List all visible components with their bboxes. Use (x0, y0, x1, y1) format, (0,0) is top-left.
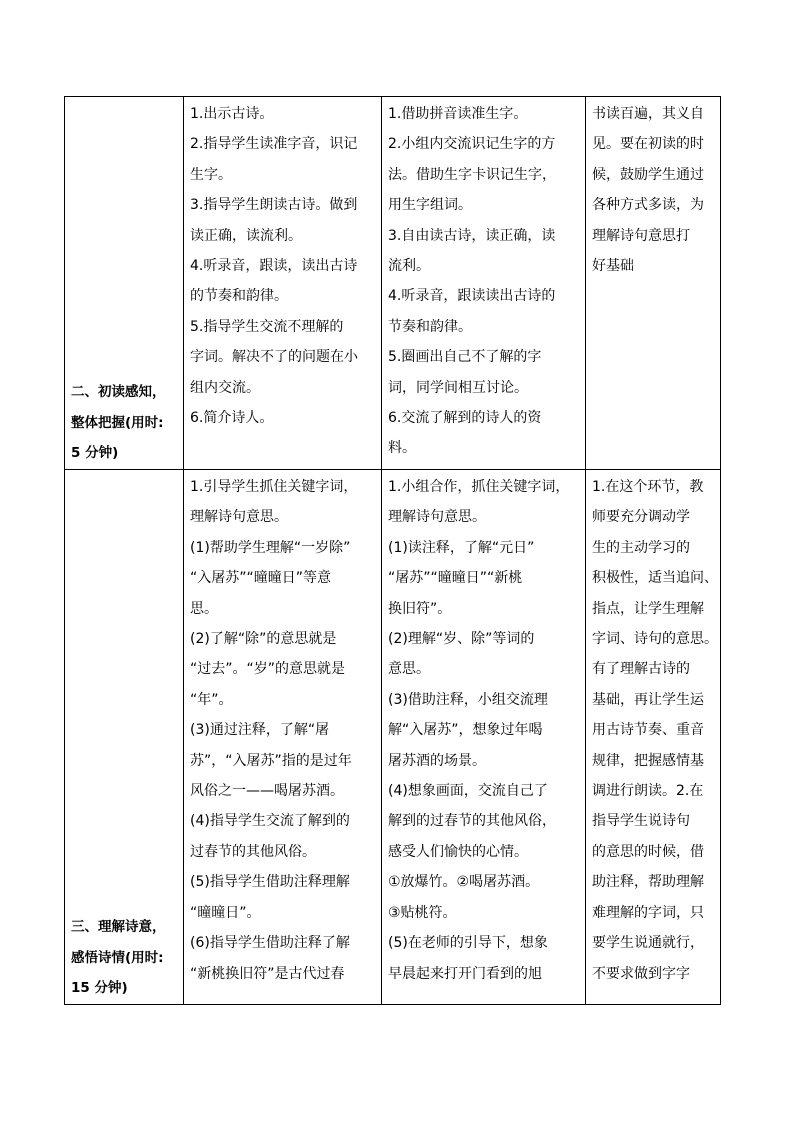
student-activity-line: 早晨起来打开门看到的旭 (388, 965, 542, 982)
student-activity-line: 1.借助拼音读准生字。 (388, 106, 528, 122)
teacher-activity-line: “新桃换旧符”是古代过春 (190, 965, 345, 982)
student-activity-line: 解“入屠苏”，想象过年喝 (388, 722, 543, 739)
stage-line: 15 分钟) (71, 980, 128, 997)
design-remark-line: 1.在这个环节，教 (592, 479, 704, 495)
teacher-activity-line: 5.指导学生交流不理解的 (190, 318, 344, 335)
student-activity-line: (3)借助注释，小组交流理 (388, 691, 548, 708)
design-remark-line: 助注释，帮助理解 (592, 874, 704, 891)
teacher-activity-line: 1.引导学生抓住关键字词， (190, 479, 358, 495)
design-remark-line: 理解诗句意思打 (592, 227, 690, 244)
design-remark-line: 基础，再让学生运 (592, 691, 704, 708)
design-remark-line: 好基础 (592, 258, 634, 275)
student-activity-line: 屠苏酒的场景。 (388, 752, 486, 769)
design-remark-line: 字词、诗句的意思。 (592, 631, 718, 648)
design-remark-line: 不要求做到字字 (592, 965, 690, 982)
student-activity-line: (4)想象画面，交流自己了 (388, 783, 548, 800)
student-activity-line: 解到的过春节的其他风俗， (388, 813, 556, 830)
teacher-activity-line: 3.指导学生朗读古诗。做到 (190, 197, 358, 214)
teacher-activity-line: (6)指导学生借助注释了解 (190, 935, 350, 952)
design-remark-line: 积极性，适当追问、 (592, 570, 718, 587)
student-activity-line: 感受人们愉快的心情。 (388, 843, 528, 860)
student-activity-line: 3.自由读古诗，读正确，读 (388, 227, 556, 244)
student-activity-line: 料。 (388, 440, 416, 457)
design-remark-line: 的意思的时候，借 (592, 843, 704, 860)
teacher-activity-cell (184, 470, 382, 1005)
design-remark-line: 各种方式多读，为 (592, 197, 704, 214)
teacher-activity-line: (4)指导学生交流了解到的 (190, 813, 350, 830)
teacher-activity-line: 的节奏和韵律。 (190, 288, 288, 305)
design-remark-line: 指导学生说诗句 (592, 813, 690, 830)
teacher-activity-line: 字词。解决不了的问题在小 (190, 349, 358, 366)
design-remark-line: 指点，让学生理解 (592, 600, 704, 617)
design-remark-line: 生的主动学习的 (592, 539, 690, 556)
teacher-activity-line: 2.指导学生读准字音，识记 (190, 136, 358, 153)
student-activity-line: 2.小组内交流识记生字的方 (388, 136, 556, 153)
student-activity-line: 用生字组词。 (388, 197, 472, 214)
teacher-activity-line: 过春节的其他风俗。 (190, 843, 316, 860)
teacher-activity-line: 思。 (190, 600, 218, 617)
student-activity-cell (382, 470, 586, 1005)
student-activity-line: “屠苏”“曈曈日”“新桃 (388, 570, 523, 587)
student-activity-line: 词，同学间相互讨论。 (388, 379, 528, 396)
student-activity-line: (1)读注释，了解“元日” (388, 539, 535, 556)
student-activity-line: ③贴桃符。 (388, 904, 457, 921)
design-remark-line: 要学生说通就行， (592, 935, 704, 952)
design-remark-line: 见。要在初读的时 (592, 136, 704, 153)
teacher-activity-line: “过去”。“岁”的意思就是 (190, 661, 346, 678)
stage-cell (65, 470, 184, 1005)
stage-line: 二、初读感知， (71, 384, 166, 401)
design-remark-cell (586, 97, 721, 470)
design-remark-line: 规律，把握感情基 (592, 752, 704, 769)
student-activity-line: 4.听录音，跟读读出古诗的 (388, 288, 556, 305)
teacher-activity-line: “曈曈日”。 (190, 904, 261, 921)
teacher-activity-line: (5)指导学生借助注释理解 (190, 874, 350, 891)
teacher-activity-line: (2)了解“除”的意思就是 (190, 631, 337, 648)
student-activity-line: 法。借助生字卡识记生字， (388, 166, 556, 183)
teacher-activity-line: 生字。 (190, 166, 232, 183)
student-activity-line: 1.小组合作，抓住关键字词， (388, 479, 570, 495)
teacher-activity-line: “年”。 (190, 691, 233, 708)
student-activity-cell (382, 97, 586, 470)
teacher-activity-line: 1.出示古诗。 (190, 106, 274, 122)
design-remark-line: 难理解的字词，只 (592, 904, 704, 921)
student-activity-line: 流利。 (388, 258, 430, 275)
stage-line: 感悟诗情(用时: (71, 949, 164, 966)
design-remark-line: 候，鼓励学生通过 (592, 166, 704, 183)
student-activity-line: 5.圈画出自己不了解的字 (388, 349, 542, 366)
teacher-activity-line: 读正确，读流利。 (190, 227, 302, 244)
teacher-activity-line: 6.简介诗人。 (190, 410, 274, 427)
design-remark-line: 有了理解古诗的 (592, 661, 690, 678)
teacher-activity-line: 组内交流。 (190, 379, 260, 396)
lesson-plan-table (64, 96, 721, 1005)
table-row (65, 97, 721, 470)
stage-cell (65, 97, 184, 470)
teacher-activity-line: (3)通过注释，了解“屠 (190, 722, 330, 739)
stage-line: 5 分钟) (71, 445, 119, 462)
student-activity-line: (2)理解“岁、除”等词的 (388, 631, 535, 648)
design-remark-cell (586, 470, 721, 1005)
teacher-activity-line: 4.听录音，跟读，读出古诗 (190, 258, 358, 275)
design-remark-line: 调进行朗读。2.在 (592, 783, 704, 800)
student-activity-line: ①放爆竹。②喝屠苏酒。 (388, 874, 540, 891)
teacher-activity-line: 风俗之一——喝屠苏酒。 (190, 783, 344, 800)
student-activity-line: 换旧符”。 (388, 600, 452, 617)
student-activity-line: (5)在老师的引导下，想象 (388, 935, 548, 952)
teacher-activity-line: (1)帮助学生理解“一岁除” (190, 539, 351, 556)
stage-line: 三、理解诗意， (71, 919, 166, 936)
teacher-activity-cell (184, 97, 382, 470)
design-remark-line: 书读百遍，其义自 (592, 106, 704, 122)
design-remark-line: 用古诗节奏、重音 (592, 722, 704, 739)
teacher-activity-line: 苏”，“入屠苏”指的是过年 (190, 752, 352, 769)
student-activity-line: 6.交流了解到的诗人的资 (388, 410, 542, 427)
design-remark-line: 师要充分调动学 (592, 509, 690, 526)
student-activity-line: 节奏和韵律。 (388, 318, 472, 335)
student-activity-line: 意思。 (388, 661, 430, 678)
table-row (65, 470, 721, 1005)
teacher-activity-line: “入屠苏”“曈曈日”等意 (190, 570, 332, 587)
teacher-activity-line: 理解诗句意思。 (190, 509, 288, 526)
stage-line: 整体把握(用时: (71, 414, 164, 431)
student-activity-line: 理解诗句意思。 (388, 509, 486, 526)
